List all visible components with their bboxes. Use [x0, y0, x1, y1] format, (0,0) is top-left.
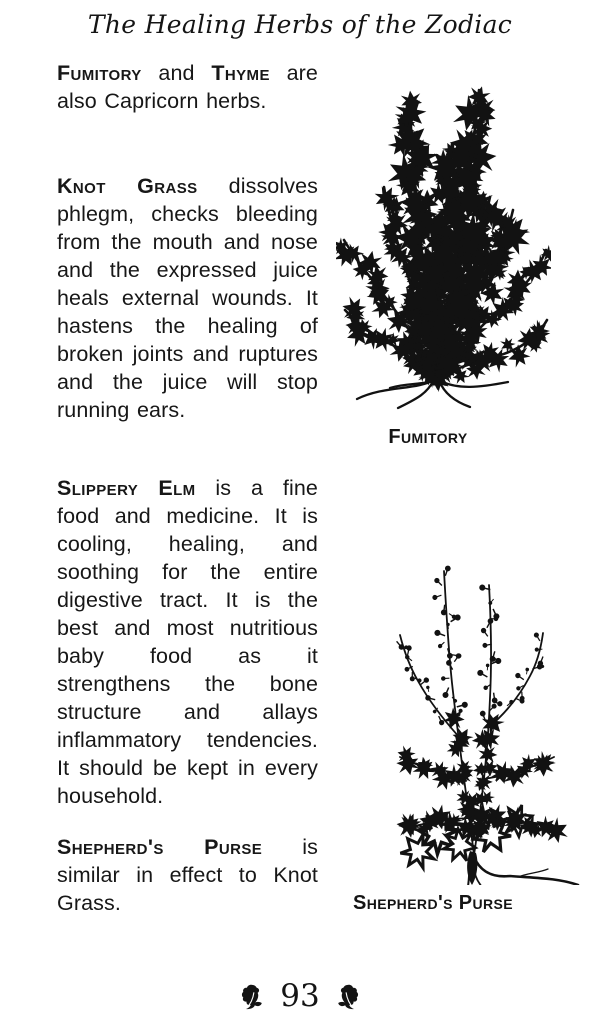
shepherds-purse-caption: Shepherd's Purse: [352, 892, 514, 914]
herb-name-fumitory: Fumitory: [57, 61, 142, 85]
fleuron-leaf-icon: [241, 984, 265, 1010]
paragraph-text: and: [141, 61, 212, 85]
fumitory-caption: Fumitory: [388, 426, 468, 448]
fleuron-leaf-icon: [335, 984, 359, 1010]
paragraph-shepherds-purse: [57, 833, 318, 917]
paragraph-text: is similar in effect to Knot Grass.: [57, 835, 318, 915]
paragraph-slippery-elm: [57, 474, 318, 810]
page-number: 93: [280, 978, 320, 1014]
paragraph-fumitory-thyme: [57, 59, 318, 115]
fumitory-illustration: [336, 82, 551, 414]
page-footer: [0, 978, 600, 1014]
paragraph-text: is a fine food and medicine. It is cooling, healing, and soothing for the entire digestive tract. It is the best and most nutritious baby food as it strengthens the bone structure and allays inflammatory tendencies. It should be kept in every household.: [57, 476, 318, 808]
herb-name-slippery-elm: Slippery Elm: [57, 476, 196, 500]
herb-name-knot-grass: Knot Grass: [57, 174, 198, 198]
paragraph-text: dissolves phlegm, checks bleeding from the mouth and nose and the expressed juice heals external wounds. It hastens the healing of broken joints and ruptures and the juice will stop running ears.: [57, 174, 318, 422]
page-title: The Healing Herbs of the Zodiac: [87, 10, 513, 39]
herb-name-thyme: Thyme: [211, 61, 270, 85]
paragraph-text: are also Capricorn herbs.: [57, 61, 318, 113]
paragraph-knot-grass: [57, 172, 318, 424]
shepherds-purse-illustration: [342, 533, 587, 885]
herb-name-shepherds-purse: Shepherd's Purse: [57, 835, 263, 859]
